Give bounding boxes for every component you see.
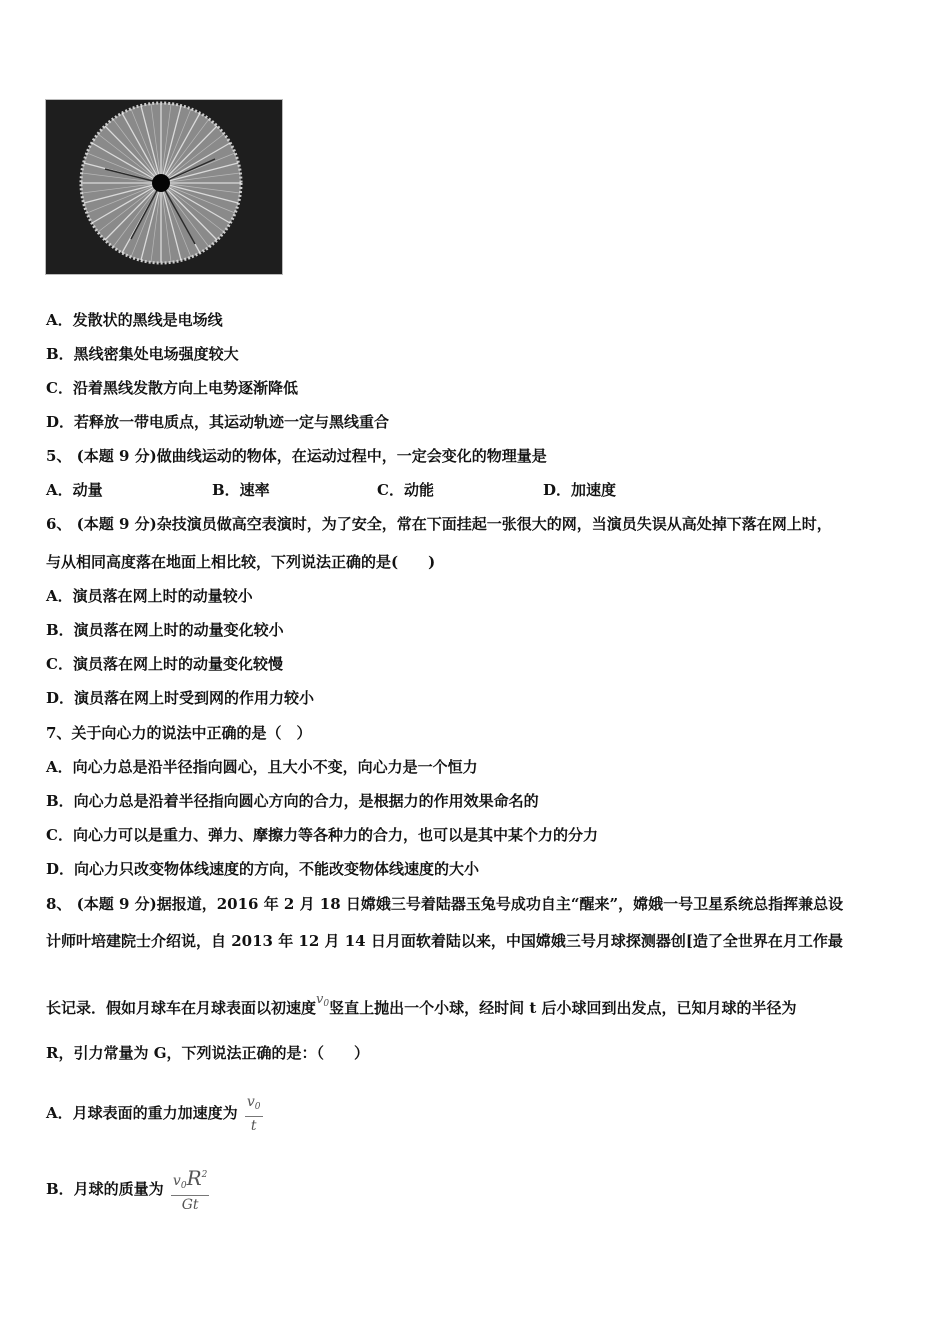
q5-option-a: A．动量 [46, 481, 103, 499]
q7-option-c: C．向心力可以是重力、弹力、摩擦力等各种力的合力，也可以是其中某个力的分力 [46, 826, 598, 844]
q4-option-c: C．沿着黑线发散方向上电势逐渐降低 [46, 379, 298, 397]
q6-stem-line1: 6、 (本题 9 分)杂技演员做高空表演时，为了安全，常在下面挂起一张很大的网，当演员失误从高处掉下落在网上时， [46, 515, 832, 533]
q5-option-b: B．速率 [212, 481, 270, 499]
q6-option-d: D．演员落在网上时受到网的作用力较小 [46, 689, 315, 707]
q8-stem-line3 [46, 990, 797, 1018]
initial-velocity-symbol: $v_0$ [316, 992, 330, 1009]
q4-option-a: A．发散状的黑线是电场线 [46, 311, 223, 329]
q4-option-b: B．黑线密集处电场强度较大 [46, 345, 239, 363]
q5-option-c: C．动能 [377, 481, 434, 499]
q5-option-d: D．加速度 [543, 481, 617, 499]
q5-stem: 5、 (本题 9 分)做曲线运动的物体，在运动过程中，一定会变化的物理量是 [46, 447, 547, 465]
q8-stem-line3-post: 竖直上抛出一个小球，经时间 t 后小球回到出发点，已知月球的半径为 [329, 999, 797, 1017]
q7-option-a: A．向心力总是沿半径指向圆心，且大小不变，向心力是一个恒力 [46, 758, 478, 776]
q8-option-a [46, 1093, 263, 1135]
q8-option-b-text: B．月球的质量为 [46, 1180, 164, 1198]
q8-stem-line2: 计师叶培建院士介绍说，自 2013 年 12 月 14 日月面软着陆以来，中国嫦娥三号月球探测器创[造了全世界在月工作最 [46, 932, 843, 950]
gravity-acceleration-fraction: $\frac{v_0}{t}$ [246, 1094, 261, 1134]
q4-option-d: D．若释放一带电质点，其运动轨迹一定与黑线重合 [46, 413, 390, 431]
q7-option-d: D．向心力只改变物体线速度的方向，不能改变物体线速度的大小 [46, 860, 480, 878]
q8-stem-line3-pre: 长记录．假如月球车在月球表面以初速度 [46, 999, 317, 1017]
q6-stem-line2: 与从相同高度落在地面上相比较，下列说法正确的是( ) [46, 553, 436, 571]
q7-stem: 7、关于向心力的说法中正确的是（ ） [46, 724, 312, 742]
q6-option-c: C．演员落在网上时的动量变化较慢 [46, 655, 283, 673]
q8-option-b [46, 1166, 209, 1214]
q7-option-b: B．向心力总是沿着半径指向圆心方向的合力，是根据力的作用效果命名的 [46, 792, 539, 810]
q8-stem-line4: R，引力常量为 G，下列说法正确的是：（ ） [46, 1044, 370, 1062]
q8-option-a-text: A．月球表面的重力加速度为 [46, 1104, 238, 1122]
q8-stem-line1: 8、 (本题 9 分)据报道，2016 年 2 月 18 日嫦娥三号着陆器玉兔号成功自主“醒来”，嫦娥一号卫星系统总指挥兼总设 [46, 895, 844, 913]
electric-field-photo [45, 99, 283, 275]
q6-option-b: B．演员落在网上时的动量变化较小 [46, 621, 284, 639]
q6-option-a: A．演员落在网上时的动量较小 [46, 587, 253, 605]
moon-mass-fraction: $\frac{v_0R^2}{Gt}$ [172, 1166, 208, 1213]
